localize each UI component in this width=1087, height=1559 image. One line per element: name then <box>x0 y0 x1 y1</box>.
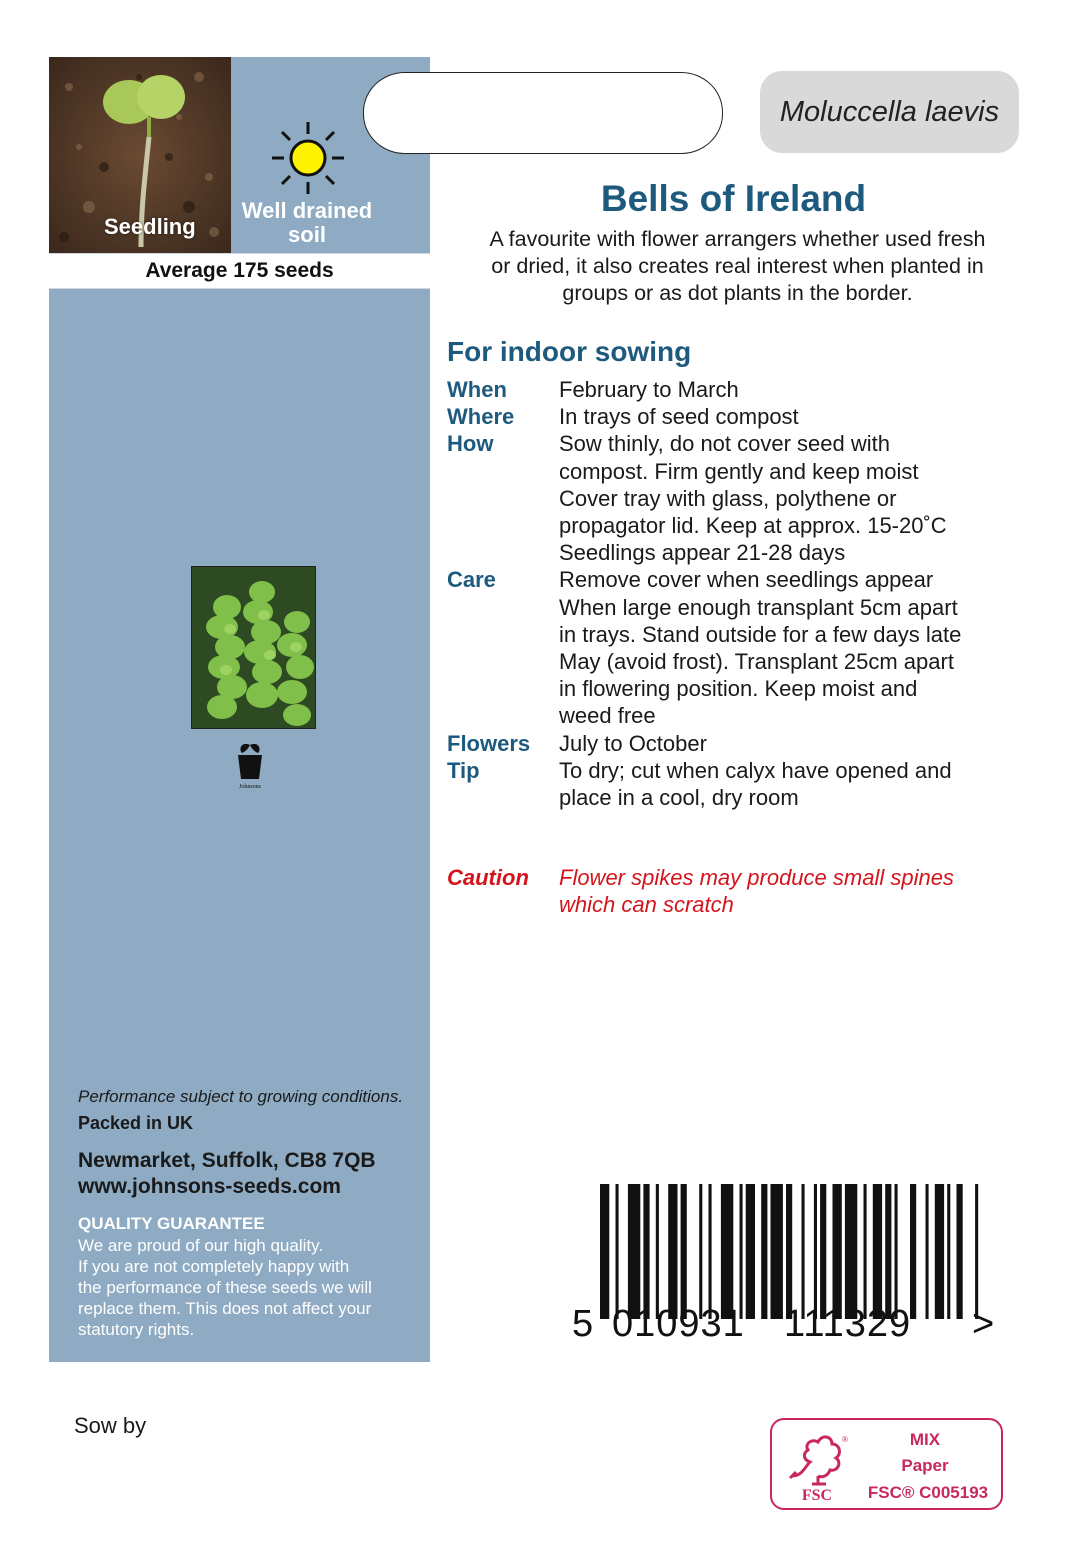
detail-line: February to March <box>559 377 739 402</box>
barcode-bar <box>895 1184 898 1319</box>
fsc-code: FSC® C005193 <box>867 1483 989 1502</box>
guarantee-title: QUALITY GUARANTEE <box>78 1214 265 1233</box>
barcode-bar <box>873 1184 882 1319</box>
barcode-bar <box>643 1184 649 1319</box>
detail-line: compost. Firm gently and keep moist <box>559 458 919 484</box>
guarantee-line: replace them. This does not affect your <box>78 1299 372 1318</box>
barcode-group-2: 111329 <box>784 1303 912 1342</box>
website-link: www.johnsons-seeds.com <box>78 1175 341 1198</box>
barcode-bar <box>845 1184 857 1319</box>
barcode-bar <box>668 1184 677 1319</box>
detail-value <box>559 730 1047 757</box>
fsc-mix: MIX <box>909 1430 941 1449</box>
detail-key: Care <box>447 567 496 593</box>
caution-line: which can scratch <box>559 892 734 918</box>
packed-in: Packed in UK <box>78 1113 194 1133</box>
fsc-paper: Paper <box>901 1456 949 1475</box>
barcode-bar <box>975 1184 978 1319</box>
barcode-bar <box>681 1184 687 1319</box>
barcode-bar <box>786 1184 792 1319</box>
full-sun-icon <box>270 120 346 196</box>
detail-line: Remove cover when seedlings appear <box>559 567 934 593</box>
description <box>440 226 1035 307</box>
barcode-bar <box>926 1184 929 1319</box>
caution-text <box>559 864 1047 918</box>
soil-label-line: soil <box>288 222 326 247</box>
description-line: groups or as dot plants in the border. <box>562 281 913 305</box>
detail-value <box>559 403 1047 430</box>
guarantee-text <box>78 1235 423 1340</box>
detail-key: Tip <box>447 757 480 783</box>
description-line: A favourite with flower arrangers whether used fresh <box>489 227 986 251</box>
barcode-bar <box>864 1184 867 1319</box>
soil-label-line: Well drained <box>241 198 373 223</box>
detail-line: in flowering position. Keep moist and <box>559 676 918 702</box>
barcode-bar <box>820 1184 826 1319</box>
seed-count: Average 175 seeds <box>49 253 430 289</box>
barcode-bar <box>721 1184 733 1319</box>
seedling-label: Seedling <box>104 214 196 239</box>
barcode-bar <box>910 1184 916 1319</box>
barcode-bar <box>802 1184 805 1319</box>
barcode <box>600 1184 980 1319</box>
guarantee-line: If you are not completely happy with <box>78 1257 350 1276</box>
detail-row-flowers <box>447 730 1047 757</box>
detail-row-where <box>447 403 1047 430</box>
barcode-bar <box>814 1184 817 1319</box>
performance-note: Performance subject to growing conditions. <box>78 1087 404 1106</box>
caution-label: Caution <box>447 865 529 890</box>
caution-line: Flower spikes may produce small spines <box>559 865 954 890</box>
barcode-group-1: 010931 <box>612 1303 745 1342</box>
barcode-bar <box>761 1184 767 1319</box>
soil-label <box>232 199 382 247</box>
detail-line: Seedlings appear 21-28 days <box>559 540 846 566</box>
guarantee-line: the performance of these seeds we will <box>78 1278 372 1297</box>
detail-line: propagator lid. Keep at approx. 15-20˚C <box>559 513 947 539</box>
detail-line: Cover tray with glass, polythene or <box>559 485 897 511</box>
detail-line: To dry; cut when calyx have opened and <box>559 757 952 783</box>
detail-row-when <box>447 376 1047 403</box>
detail-key: Flowers <box>447 730 531 756</box>
svg-text:Johnsons: Johnsons <box>238 784 262 790</box>
detail-value <box>559 376 1047 403</box>
sow-by-label: Sow by <box>74 1413 147 1438</box>
detail-row-care <box>447 566 1047 729</box>
flower-photo <box>191 566 316 729</box>
guarantee-line: We are proud of our high quality. <box>78 1236 324 1255</box>
barcode-first-digit: 5 <box>572 1303 594 1342</box>
barcode-bar <box>833 1184 842 1319</box>
barcode-bar <box>709 1184 712 1319</box>
detail-line: place in a cool, dry room <box>559 785 799 811</box>
barcode-end-mark: > <box>972 1303 995 1342</box>
fsc-tree-icon <box>782 1428 852 1503</box>
barcode-bar <box>600 1184 609 1319</box>
date-stamp-box <box>363 72 723 154</box>
sowing-details <box>447 376 1047 811</box>
detail-line: July to October <box>559 730 707 756</box>
detail-key: Where <box>447 404 515 430</box>
barcode-bar <box>616 1184 619 1319</box>
description-line: or dried, it also creates real interest when planted in <box>491 254 984 278</box>
barcode-bar <box>935 1184 944 1319</box>
barcode-bar <box>746 1184 755 1319</box>
detail-key: How <box>447 431 494 457</box>
barcode-bar <box>885 1184 891 1319</box>
detail-row-tip <box>447 757 1047 811</box>
svg-text:FSC: FSC <box>801 1487 833 1503</box>
address <box>78 1148 423 1200</box>
barcode-bar <box>740 1184 743 1319</box>
barcode-digits <box>572 1302 1012 1342</box>
barcode-bar <box>771 1184 783 1319</box>
page-title: Bells of Ireland <box>600 178 867 219</box>
address-line: Newmarket, Suffolk, CB8 7QB <box>78 1149 376 1172</box>
section-heading: For indoor sowing <box>447 336 692 367</box>
detail-key: When <box>447 377 507 402</box>
detail-line: weed free <box>559 703 656 729</box>
detail-line: Sow thinly, do not cover seed with <box>559 431 890 457</box>
johnsons-logo <box>230 741 270 791</box>
barcode-bar <box>656 1184 659 1319</box>
caution-note <box>447 864 1047 918</box>
detail-line: in trays. Stand outside for a few days late <box>559 621 962 647</box>
detail-line: When large enough transplant 5cm apart <box>559 594 958 620</box>
detail-value <box>559 566 1047 729</box>
guarantee-line: statutory rights. <box>78 1320 195 1339</box>
detail-line: May (avoid frost). Transplant 25cm apart <box>559 649 954 675</box>
svg-text:®: ® <box>842 1435 848 1444</box>
barcode-bar <box>947 1184 950 1319</box>
detail-row-how <box>447 430 1047 566</box>
barcode-bar <box>628 1184 640 1319</box>
detail-value <box>559 757 1047 811</box>
detail-value <box>559 430 1047 566</box>
barcode-bar <box>699 1184 702 1319</box>
latin-name: Moluccella laevis <box>760 71 1019 153</box>
barcode-bar <box>957 1184 963 1319</box>
detail-line: In trays of seed compost <box>559 404 799 430</box>
